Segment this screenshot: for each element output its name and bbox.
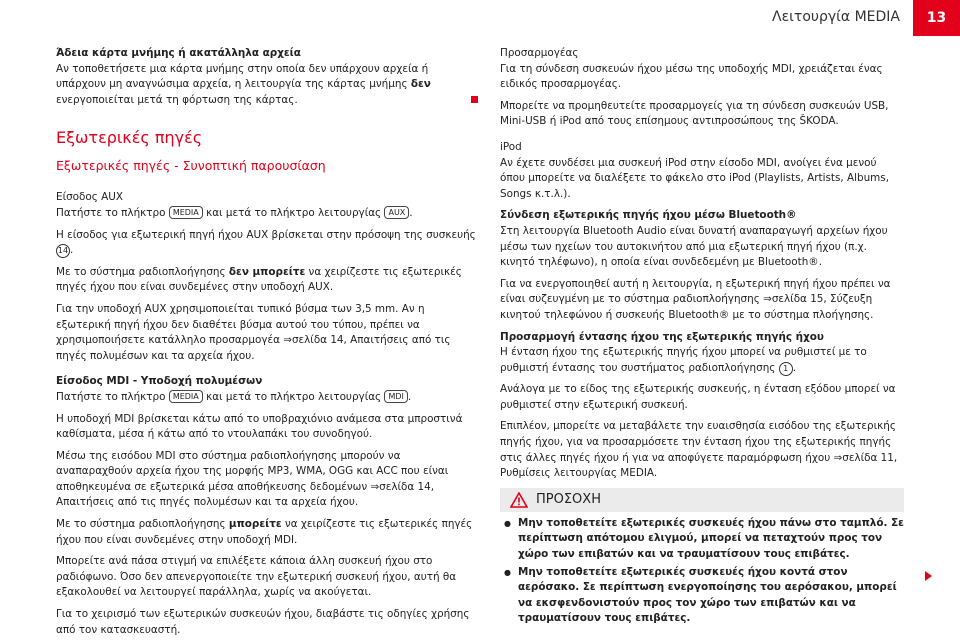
bold-text: δεν [410,78,431,91]
end-of-section-marker [471,96,478,103]
page-number: 13 [913,0,960,36]
section-title: Εξωτερικές πηγές [56,128,203,148]
aux-paragraph-1 [56,206,480,222]
aux-paragraph-3 [56,265,480,296]
bold-text: μπορείτε [228,518,282,531]
ipod-paragraph: Αν έχετε συνδέσει μια συσκευή iPod στην είσοδο MDI, ανοίγει ένα μενού όπου μπορείτε να διαλέξετε το φάκελο στο iPod (Playlists, Artists, Albums, Songs κ.τ.λ.). [500,156,890,200]
volume-paragraph-2: Ανάλογα με το είδος της εξωτερικής συσκευής, η ένταση εξόδου μπορεί να ρυθμιστεί στην εξωτερική συσκευή. [500,383,896,411]
mdi-paragraph-4 [56,517,480,548]
mdi-paragraph-3: Μέσω της εισόδου MDI στο σύστημα ραδιοπλοήγησης μπορούν να αναπαραχθούν αρχεία ήχου της μορφής MP3, WMA, OGG και ACC που είναι αποθηκευμένα σε εξωτερικά μέσα αποθήκευσης δεδομένων ⇒σελίδα 14, Απαιτήσεις από τις πηγές πολυμέσων και τα αρχεία ήχου. [56,449,449,509]
control-reference: 1 [779,362,793,376]
text: και μετά το πλήκτρο λειτουργίας [202,390,385,403]
text: . [409,206,413,219]
volume-heading: Προσαρμογή έντασης ήχου της εξωτερικής πηγής ήχου [500,330,824,343]
text: Με το σύστημα ραδιοπλοήγησης [56,265,229,278]
subsection-title: Εξωτερικές πηγές - Συνοπτική παρουσίαση [56,158,326,174]
warning-item: ● Μην τοποθετείτε εξωτερικές συσκευές ήχου κοντά στον αερόσακο. Σε περίπτωση ενεργοποίησης του αερόσακου, μπορεί να εκσφενδονιστούν προς τον χώρο των επιβατών και να τραυματίσουν τους επιβάτες. [500,565,904,627]
mdi-paragraph-6: Για το χειρισμό των εξωτερικών συσκευών ήχου, διαβάστε τις οδηγίες χρήσης από τον κατασκευαστή. [56,608,470,636]
left-column [56,46,480,644]
mdi-heading: Είσοδος MDI - Υποδοχή πολυμέσων [56,375,263,388]
aux-heading: Είσοδος AUX [56,191,123,204]
mdi-paragraph-1 [56,390,480,406]
chapter-title: Λειτουργία MEDIA [772,9,900,25]
aux-paragraph-4: Για την υποδοχή AUX χρησιμοποιείται τυπικό βύσμα των 3,5 mm. Αν η εξωτερική πηγή ήχου δεν διαθέτει βύσμα αυτού του τύπου, πρέπει να χρησιμοποιήσετε κατάλληλο προσαρμογέα ⇒σελίδα 14, Απαιτήσεις από τις πηγές πολυμέσων και τα αρχεία ήχου. [56,302,451,362]
bluetooth-paragraph-2: Για να ενεργοποιηθεί αυτή η λειτουργία, η εξωτερική πηγή ήχου πρέπει να είναι συζευγμένη με το σύστημα ραδιοπλοήγησης ⇒σελίδα 15, Σύζευξη κινητού τηλεφώνου ή συσκευής Bluetooth® με το σύστημα πλοήγησης. [500,277,891,321]
text: . [70,244,74,257]
text: και μετά το πλήκτρο λειτουργίας [202,206,385,219]
text: . [792,361,796,374]
bluetooth-heading: Σύνδεση εξωτερικής πηγής ήχου μέσω Bluetooth® [500,209,797,222]
text: Η ένταση ήχου της εξωτερικής πηγής ήχου μπορεί να ρυθμιστεί με το ρυθμιστή έντασης του συστήματος ραδιοπλοήγησης [500,346,867,374]
page-header [0,0,960,36]
warning-title: ΠΡΟΣΟΧΗ [536,492,601,508]
aux-key: AUX [384,206,409,219]
figure-reference: 14 [56,244,70,258]
mdi-paragraph-2: Η υποδοχή MDI βρίσκεται κάτω από το υποβραχιόνιο ανάμεσα στα μπροστινά καθίσματα, μέσα ή κάτω από το ντουλαπάκι του συνοδηγού. [56,412,463,441]
media-key: MEDIA [169,206,203,219]
text: να χειρίζεστε τις εξωτερικές πηγές ήχου που είναι συνδεμένες στην υποδοχή MDI. [56,518,473,546]
warning-item: ● Μην τοποθετείτε εξωτερικές συσκευές ήχου πάνω στο ταμπλό. Σε περίπτωση απότομου ελιγμού, μπορεί να πεταχτούν προς τον χώρο των επιβατών και να τραυματίσουν τους επιβάτες. [500,516,904,563]
adapter-paragraph-1: Για τη σύνδεση συσκευών ήχου μέσω της υποδοχής MDI, χρειάζεται ένας ειδικός προσαρμογέας. [500,62,883,91]
card-paragraph [56,62,480,109]
text: Αν τοποθετήσετε μια κάρτα μνήμης στην οποία δεν υπάρχουν αρχεία ή υπάρχουν μη αναγνώσιμα αρχεία, η λειτουργία της κάρτας μνήμης [56,62,429,91]
text: Πατήστε το πλήκτρο [56,206,169,219]
mdi-paragraph-5: Μπορείτε ανά πάσα στιγμή να επιλέξετε κάποια άλλη συσκευή ήχου στο ραδιόφωνο. Όσο δεν απενεργοποιείτε την εξωτερική συσκευή ήχου, αυτή θα εξακολουθεί να λειτουργεί παράλληλα, χωρίς να ακούγεται. [56,555,457,599]
warning-list [500,516,904,627]
text: . [407,390,412,403]
volume-paragraph-3: Επιπλέον, μπορείτε να μεταβάλετε την ευαισθησία εισόδου της εξωτερικής πηγής ήχου, για να προσαρμόσετε την ένταση ήχου της εξωτερικής πηγής στις άλλες πηγές ήχου ή για να αποφύγετε παραμόρφωση ήχου ⇒σελίδα 11, Ρυθμίσεις λειτουργίας MEDIA. [500,420,898,480]
text: Με το σύστημα ραδιοπλοήγησης [56,518,229,531]
ipod-heading: iPod [500,140,522,153]
warning-box [500,488,904,627]
right-column [500,46,904,629]
mdi-key: MDI [384,390,407,403]
text: να χειρίζεστε τις εξωτερικές πηγές ήχου που είναι συνδεμένες στην υποδοχή AUX. [56,265,462,294]
card-heading: Άδεια κάρτα μνήμης ή ακατάλληλα αρχεία [56,47,301,59]
volume-paragraph-1 [500,345,904,376]
warning-header [500,488,904,512]
text: Η είσοδος για εξωτερική πηγή ήχου AUX βρίσκεται στην πρόσοψη της συσκευής [56,228,476,241]
bold-text: δεν μπορείτε [228,265,306,278]
warning-triangle-icon [510,492,528,508]
bluetooth-paragraph-1: Στη λειτουργία Bluetooth Audio είναι δυνατή αναπαραγωγή αρχείων ήχου μέσω των ηχείων του αυτοκινήτου από μια εξωτερική πηγή ήχου (π.χ. κινητό τηλέφωνο), η οποία είναι συνδεδεμένη με Bluetooth®. [500,224,888,269]
text: Πατήστε το πλήκτρο [56,390,169,403]
media-key: MEDIA [169,390,203,403]
text: ενεργοποιείται μετά τη φόρτωση της κάρτας. [56,93,298,106]
adapter-paragraph-2: Μπορείτε να προμηθευτείτε προσαρμογείς για τη σύνδεση συσκευών USB, Mini-USB ή iPod από τους επίσημους αντιπροσώπους της ŠKODA. [500,99,889,128]
continue-arrow-icon [925,571,932,581]
aux-paragraph-2 [56,228,480,259]
adapter-heading: Προσαρμογέας [500,47,579,59]
